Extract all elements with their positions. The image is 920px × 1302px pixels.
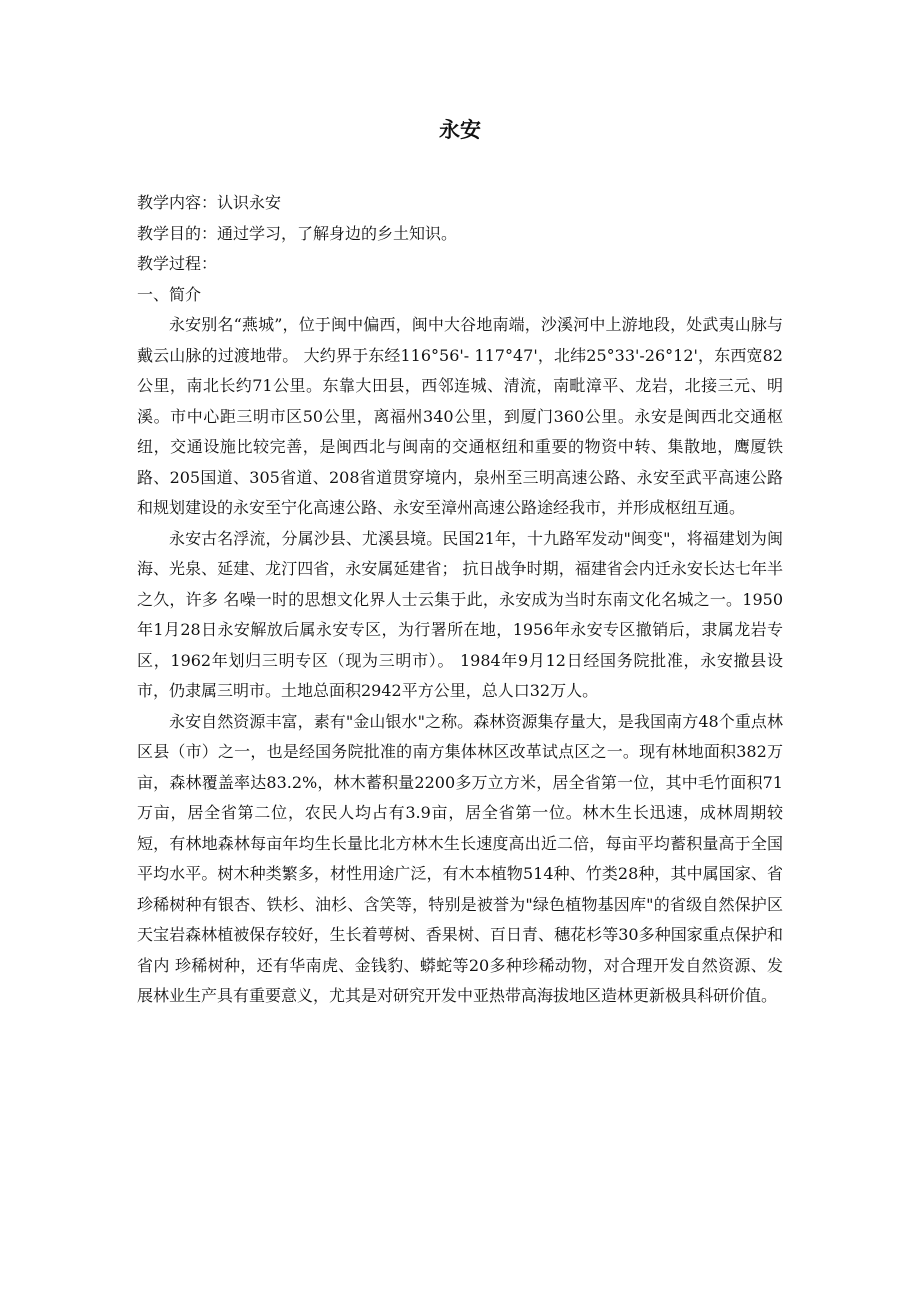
document-title: 永安 xyxy=(439,117,481,142)
section-heading-intro: 一、简介 xyxy=(137,284,202,304)
paragraph-history: 永安古名浮流，分属沙县、尤溪县境。民国21年，十九路军发动"闽变"，将福建划为闽海、光泉、延建、龙汀四省，永安属延建省； 抗日战争时期，福建省会内迁永安长达七年半之久，许多 名噪一时的思想文化界人士云集于此，永安成为当时东南文化名城之一。1950年1月28日永安解放后属永安专区，为行署所在地，1956年永安专区撤销后，隶属龙岩专区，1962年划归三明专区（现为三明市）。 1984年9月12日经国务院批准，永安撤县设市，仍隶属三明市。土地总面积2942平方公里，总人口32万人。 xyxy=(137,528,783,700)
teaching-content-line: 教学内容：认识永安 xyxy=(137,193,282,212)
teaching-process-line: 教学过程： xyxy=(137,254,218,273)
document-page xyxy=(137,110,783,1012)
paragraph-geography: 永安别名“燕城”，位于闽中偏西，闽中大谷地南端，沙溪河中上游地段，处武夷山脉与戴云山脉的过渡地带。 大约界于东经116°56'- 117°47'，北纬25°33'-26°12'，东西宽82公里，南北长约71公里。东靠大田县，西邻连城、清流，南毗漳平、龙岩，北接三元、明溪。市中心距三明市区50公里，离福州340公里，到厦门360公里。永安是闽西北交通枢纽，交通设施比较完善，是闽西北与闽南的交通枢纽和重要的物资中转、集散地，鹰厦铁路、205国道、305省道、208省道贯穿境内，泉州至三明高速公路、永安至武平高速公路和规划建设的永安至宁化高速公路、永安至漳州高速公路途经我市，并形成枢纽互通。 xyxy=(137,315,783,517)
teaching-goal-line: 教学目的：通过学习，了解身边的乡土知识。 xyxy=(137,223,458,243)
paragraph-resources: 永安自然资源丰富，素有"金山银水"之称。森林资源集存量大，是我国南方48个重点林区县（市）之一，也是经国务院批准的南方集体林区改革试点区之一。现有林地面积382万亩，森林覆盖率达83.2%，林木蓄积量2200多万立方米，居全省第一位，其中毛竹面积71万亩，居全省第二位，农民人均占有3.9亩，居全省第一位。林木生长迅速，成林周期较短，有林地森林每亩年均生长量比北方林木生长速度高出近二倍，每亩平均蓄积量高于全国平均水平。树木种类繁多，材性用途广泛，有木本植物514种、竹类28种，其中属国家、省珍稀树种有银杏、铁杉、油杉、含笑等，特别是被誉为"绿色植物基因库"的省级自然保护区天宝岩森林植被保存较好，生长着萼树、香果树、百日青、穗花杉等30多种国家重点保护和省内 珍稀树种，还有华南虎、金钱豹、蟒蛇等20多种珍稀动物，对合理开发自然资源、发展林业生产具有重要意义，尤其是对研究开发中亚热带高海拔地区造林更新极具科研价值。 xyxy=(137,711,783,1005)
